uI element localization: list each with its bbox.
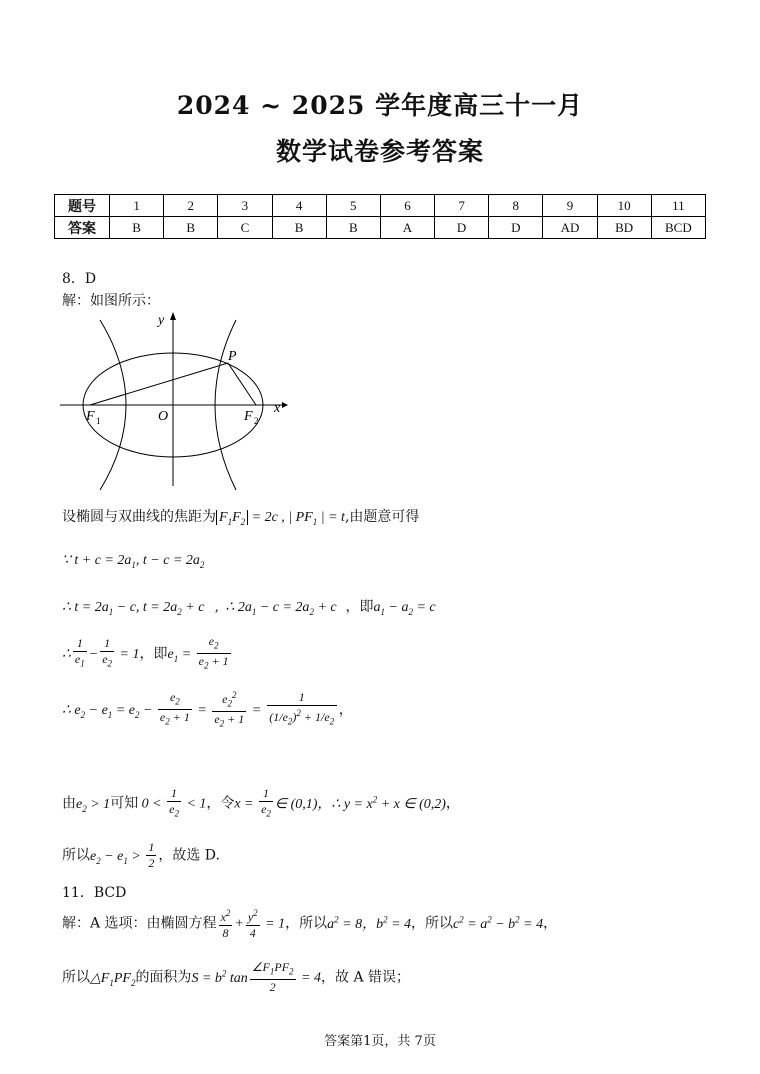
q8-setup-line xyxy=(62,506,419,527)
fraction-x2-over-8: $\frac{x^2}{8}$ xyxy=(220,908,231,940)
question-number-cell: 3 xyxy=(218,195,272,217)
q11-heading: 11．BCD xyxy=(62,885,127,901)
page-footer: 答案第1页，共 7页 xyxy=(324,1034,436,1049)
q8-intro: 解：如图所示： xyxy=(62,293,160,309)
q8-step5-line: 由$e_2 > 1$可知 0 < $\frac{1}{e_2}$ < 1，令x = $\frac{1}{e_2}$ ∈ (0,1)，∴ $y = x^2 + x$ ∈ (0,2)， xyxy=(62,786,460,821)
q8-conclusion-prefix: 所以 xyxy=(62,847,90,864)
question-number-cell: 7 xyxy=(435,195,489,217)
fraction-1-over-e2-b: $\frac{1}{e_2}$ xyxy=(169,786,179,819)
q8-heading: 8．D xyxy=(62,271,97,287)
q8-conclusion-line: 所以$e_2 - e_1$ > $\frac{1}{2}$ ，故选 D. xyxy=(62,840,220,870)
question-number-cell: 6 xyxy=(380,195,434,217)
q11-line2-suffix: ，故 A 错误； xyxy=(321,969,411,986)
q11-line1-mid2: ，所以 xyxy=(411,915,454,932)
q8-step1-formula: ∵ $t + c = 2a_1$, $t - c = 2a_2$ xyxy=(62,553,205,570)
answer-cell: B xyxy=(110,217,164,239)
q8-conclusion-suffix: ，故选 D. xyxy=(158,847,220,864)
fraction-step4-c: $\frac{1}{(1/e_2)^2 + 1/e_2}$ xyxy=(267,690,337,729)
answer-table-number-row xyxy=(55,195,706,217)
q11-line2-prefix: 所以 xyxy=(62,969,90,986)
q8-step2-note: ，即 xyxy=(345,599,374,615)
segment-pf2 xyxy=(228,363,256,405)
answer-table xyxy=(54,194,706,239)
fraction-1-over-e2-c: $\frac{1}{e_2}$ xyxy=(261,786,271,819)
q8-step3-note: ，即 xyxy=(139,645,168,662)
answer-cell: A xyxy=(380,217,434,239)
fraction-1-over-2: $\frac{1}{2}$ xyxy=(148,840,155,870)
row-label-answer: 答案 xyxy=(55,217,110,239)
answer-cell: B xyxy=(164,217,218,239)
label-f2-sub: 2 xyxy=(254,416,259,426)
label-o: O xyxy=(158,409,169,424)
answer-cell: D xyxy=(435,217,489,239)
answer-cell: BCD xyxy=(651,217,705,239)
page-title-line2: 数学试卷参考答案 xyxy=(275,137,484,166)
q8-step2-formula-a: ∴ $t = 2a_1 - c$, $t = 2a_2 + c$ , ∴ $2a_1 - c = 2a_2 + c$ xyxy=(62,600,337,617)
label-x: x xyxy=(274,401,281,416)
answer-cell: BD xyxy=(597,217,651,239)
label-f2: F xyxy=(244,409,253,424)
answer-table-answer-row xyxy=(55,217,706,239)
question-number-cell: 4 xyxy=(272,195,326,217)
q11-line1: 解：A 选项：由椭圆方程 $\frac{x^2}{8}$ + $\frac{y^2}{4}$ = 1，所以$a^2 = 8$，$b^2 = 4$，所以$c^2 = a^2 - b^2 = 4$， xyxy=(62,908,558,940)
x-axis-arrow xyxy=(282,402,288,408)
fraction-step4-a: $\frac{e_2}{e_2 + 1}$ xyxy=(159,690,190,727)
answer-cell: B xyxy=(272,217,326,239)
q8-setup-formula: $F_1F_2 = 2c$ , | $PF_1$ | = t xyxy=(216,510,345,525)
q11-line1-mid1: ，所以 xyxy=(285,915,328,932)
answer-cell: B xyxy=(326,217,380,239)
label-y: y xyxy=(158,313,165,328)
answer-cell: AD xyxy=(543,217,597,239)
question-number-cell: 9 xyxy=(543,195,597,217)
label-f1-sub: 1 xyxy=(96,416,101,426)
q11-line2-mid: 的面积为 xyxy=(135,969,192,986)
q11-line1-prefix: 解：A 选项：由椭圆方程 xyxy=(62,915,217,932)
q8-step2-formula-b: $a_1 - a_2 = c$ xyxy=(373,600,436,617)
q8-setup-prefix: 设椭圆与双曲线的焦距为 xyxy=(62,509,216,525)
fraction-1-over-e2: $\frac{1}{e_2}$ xyxy=(102,636,113,669)
answer-cell: C xyxy=(218,217,272,239)
question-number-cell: 11 xyxy=(651,195,705,217)
answer-cell: D xyxy=(489,217,543,239)
label-f1: F xyxy=(86,409,95,424)
y-axis-arrow xyxy=(170,312,176,320)
q8-step5-mid: 可知 xyxy=(110,795,139,812)
segment-pf1 xyxy=(90,363,228,405)
question-number-cell: 5 xyxy=(326,195,380,217)
row-label-number: 题号 xyxy=(55,195,110,217)
q8-step5-let: 令 xyxy=(220,795,235,812)
label-p: P xyxy=(228,349,237,364)
q8-step3-line: ∴ $\frac{1}{e_1}$ − $\frac{1}{e_2}$ = 1，即$e_1$ = $\frac{e_2}{e_2 + 1}$ xyxy=(62,634,233,674)
fraction-angle-over-2: $\frac{\angle F_1PF_2}{2}$ xyxy=(251,960,294,995)
ellipse-hyperbola-figure xyxy=(60,308,290,508)
fraction-step4-b: $\frac{e_2^2}{e_2 + 1}$ xyxy=(214,690,245,729)
q8-step5-prefix: 由 xyxy=(62,795,76,812)
question-number-cell: 2 xyxy=(164,195,218,217)
q8-setup-suffix: ,由题意可得 xyxy=(344,509,420,525)
question-number-cell: 10 xyxy=(597,195,651,217)
q8-step2-line xyxy=(62,596,436,617)
page-title-line1: 2024 ~ 2025 学年度高三十一月 xyxy=(176,91,584,120)
fraction-y2-over-4: $\frac{y^2}{4}$ xyxy=(247,908,258,940)
question-number-cell: 1 xyxy=(110,195,164,217)
fraction-1-over-e1: $\frac{1}{e_1}$ xyxy=(74,636,85,669)
question-number-cell: 8 xyxy=(489,195,543,217)
q8-step4-line: ∴ $e_2 - e_1 = e_2$ − $\frac{e_2}{e_2 + 1}$ = $\frac{e_2^2}{e_2 + 1}$ = $\frac{1}{(1/e_2)^2 + 1/e_2}$ ， xyxy=(62,688,353,732)
fraction-e2-over-e2-plus-1: $\frac{e_2}{e_2 + 1}$ xyxy=(198,634,229,671)
q11-line2: 所以$\triangle F_1PF_2$的面积为$S = b^2$ tan $\frac{\angle F_1PF_2}{2}$ = 4，故 A 错误； xyxy=(62,960,411,995)
